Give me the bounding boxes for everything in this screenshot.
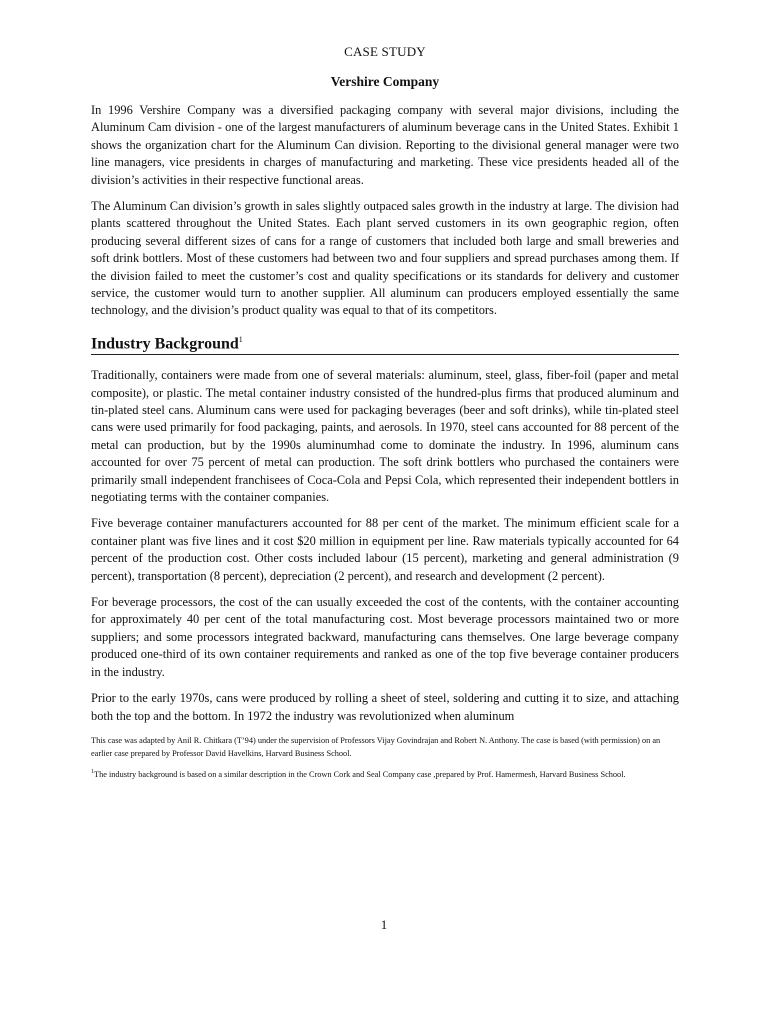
- section-paragraph-2: Five beverage container manufacturers accounted for 88 per cent of the market. The minimum efficient scale for a container plant was five lines and it cost $20 million in equipment per line. Raw materials typically accounted for 64 percent of the production cost. Other costs included labour (15 percent), marketing and general administration (9 percent), transportation (8 percent), depreciation (2 percent), and research and development (2 percent).: [91, 516, 679, 583]
- footnote-industry-text: The industry background is based on a similar description in the Crown Cork and Seal Company case ,prepared by Prof. Hamermesh, Harvard Business School.: [94, 769, 626, 779]
- footnote-marker: 1: [238, 334, 243, 344]
- footnote-case-source: This case was adapted by Anil R. Chitkara (T’94) under the supervision of Professors Vijay Govindrajan and Robert N. Anthony. The case is based (with permission) on an earlier case prepared by Professor David Havelkins, Harvard Business School.: [91, 735, 661, 758]
- section-heading-text: Industry Background: [91, 335, 239, 353]
- page-content: [91, 40, 679, 787]
- footnotes: [91, 734, 679, 781]
- intro-paragraph-1: In 1996 Vershire Company was a diversified packaging company with several major divisions, including the Aluminum Cam division - one of the largest manufacturers of aluminum beverage cans in the United States. Exhibit 1 shows the organization chart for the Aluminum Can division. Reporting to the divisional general manager were two line managers, vice presidents in charges of manufacturing and marketing. These vice presidents headed all of the division’s activities in their respective functional areas.: [91, 103, 679, 187]
- page-number: 1: [380, 917, 388, 932]
- section-paragraph-4: Prior to the early 1970s, cans were produced by rolling a sheet of steel, soldering and cutting it to size, and attaching both the top and the bottom. In 1972 the industry was revolutionized when aluminum: [91, 691, 679, 723]
- intro-paragraph-2: The Aluminum Can division’s growth in sales slightly outpaced sales growth in the industry at large. The division had plants scattered throughout the United States. Each plant served customers in its own geographic region, often producing several different sizes of cans for a range of customers that included both large and small breweries and soft drink bottlers. Most of these customers had between two and four suppliers and spread purchases among them. If the division failed to meet the customer’s cost and quality specifications or its standards for delivery and customer service, the customer would turn to another supplier. All aluminum can producers employed essentially the same technology, and the division’s product quality was equal to that of its competitors.: [91, 199, 679, 318]
- section-heading: [91, 335, 679, 355]
- company-title: Vershire Company: [330, 74, 440, 89]
- section-paragraph-1: Traditionally, containers were made from one of several materials: aluminum, steel, glass, fiber-foil (paper and metal composite), or plastic. The metal container industry consisted of the hundred-plus firms that produced aluminum and tin-plated steel cans. Aluminum cans were used for packaging beverages (beer and soft drinks), while tin-plated steel cans were used primarily for food packaging, paints, and aerosols. In 1970, steel cans accounted for 88 percent of the metal can production, but by the 1990s aluminumhad come to dominate the industry. In 1996, aluminum cans accounted for over 75 percent of metal can production. The soft drink bottlers who purchased the containers were primarily small independent franchisees of Coca-Cola and Pepsi Cola, which represented their independent bottlers in negotiating terms with the container companies.: [91, 368, 679, 505]
- section-paragraph-3: For beverage processors, the cost of the can usually exceeded the cost of the contents, with the container accounting for approximately 40 per cent of the total manufacturing cost. Most beverage processors maintained two or more suppliers; and some processors integrated backward, manufacturing cans themselves. One large beverage company produced one-third of its own container requirements and ranked as one of the top five beverage container producers in the industry.: [91, 595, 679, 679]
- case-study-label: CASE STUDY: [344, 44, 426, 59]
- footnote-industry-background: [91, 766, 679, 781]
- footnote-number: 1: [91, 768, 94, 775]
